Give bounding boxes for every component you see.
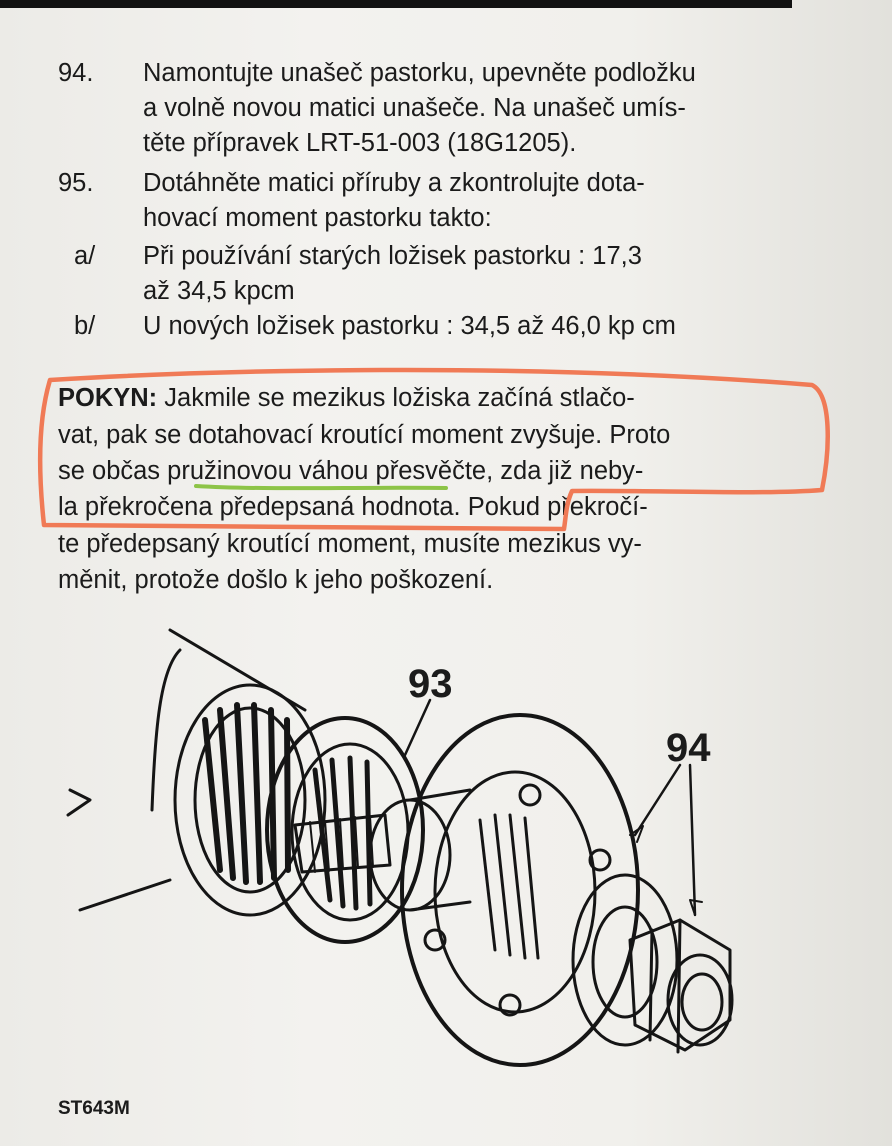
step-text-line: hovací moment pastorku takto: [143,204,492,232]
note-line [58,381,635,415]
substep-text-line: U nových ložisek pastorku : 34,5 až 46,0 kp cm [143,312,676,340]
note-line: vat, pak se dotahovací kroutící moment zvyšuje. Proto [58,421,671,449]
step-text-line: a volně novou matici unašeče. Na unašeč umís- [143,94,686,122]
step-number: 95. [58,169,94,197]
step-number: 94. [58,59,94,87]
page-top-rule [0,0,792,8]
substep-text-line: až 34,5 kpcm [143,277,295,305]
note-label: POKYN: [58,384,158,412]
step-text-line: Namontujte unašeč pastorku, upevněte podložku [143,59,696,87]
note-line [58,454,643,488]
callout-94: 94 [666,726,711,770]
note-line: la překročena předepsaná hodnota. Pokud překročí- [58,493,648,521]
callout-93: 93 [408,662,453,706]
underlined-phrase: pružinovou váhou [167,457,369,485]
substep-label: b/ [74,312,96,340]
note-line: měnit, protože došlo k jeho poškození. [58,566,494,594]
step-text-line: Dotáhněte matici příruby a zkontrolujte dota- [143,169,645,197]
substep-text-line: Při používání starých ložisek pastorku : 17,3 [143,242,642,270]
figure-caption: ST643M [58,1098,130,1119]
step-text-line: těte přípravek LRT-51-003 (18G1205). [143,129,577,157]
note-text: se občas [58,457,168,485]
substep-label: a/ [74,242,96,270]
note-text: přesvěčte, zda již neby- [368,457,644,485]
note-line: te předepsaný kroutící moment, musíte mezikus vy- [58,530,642,558]
note-text: Jakmile se mezikus ložiska začíná stlačo- [164,384,635,412]
